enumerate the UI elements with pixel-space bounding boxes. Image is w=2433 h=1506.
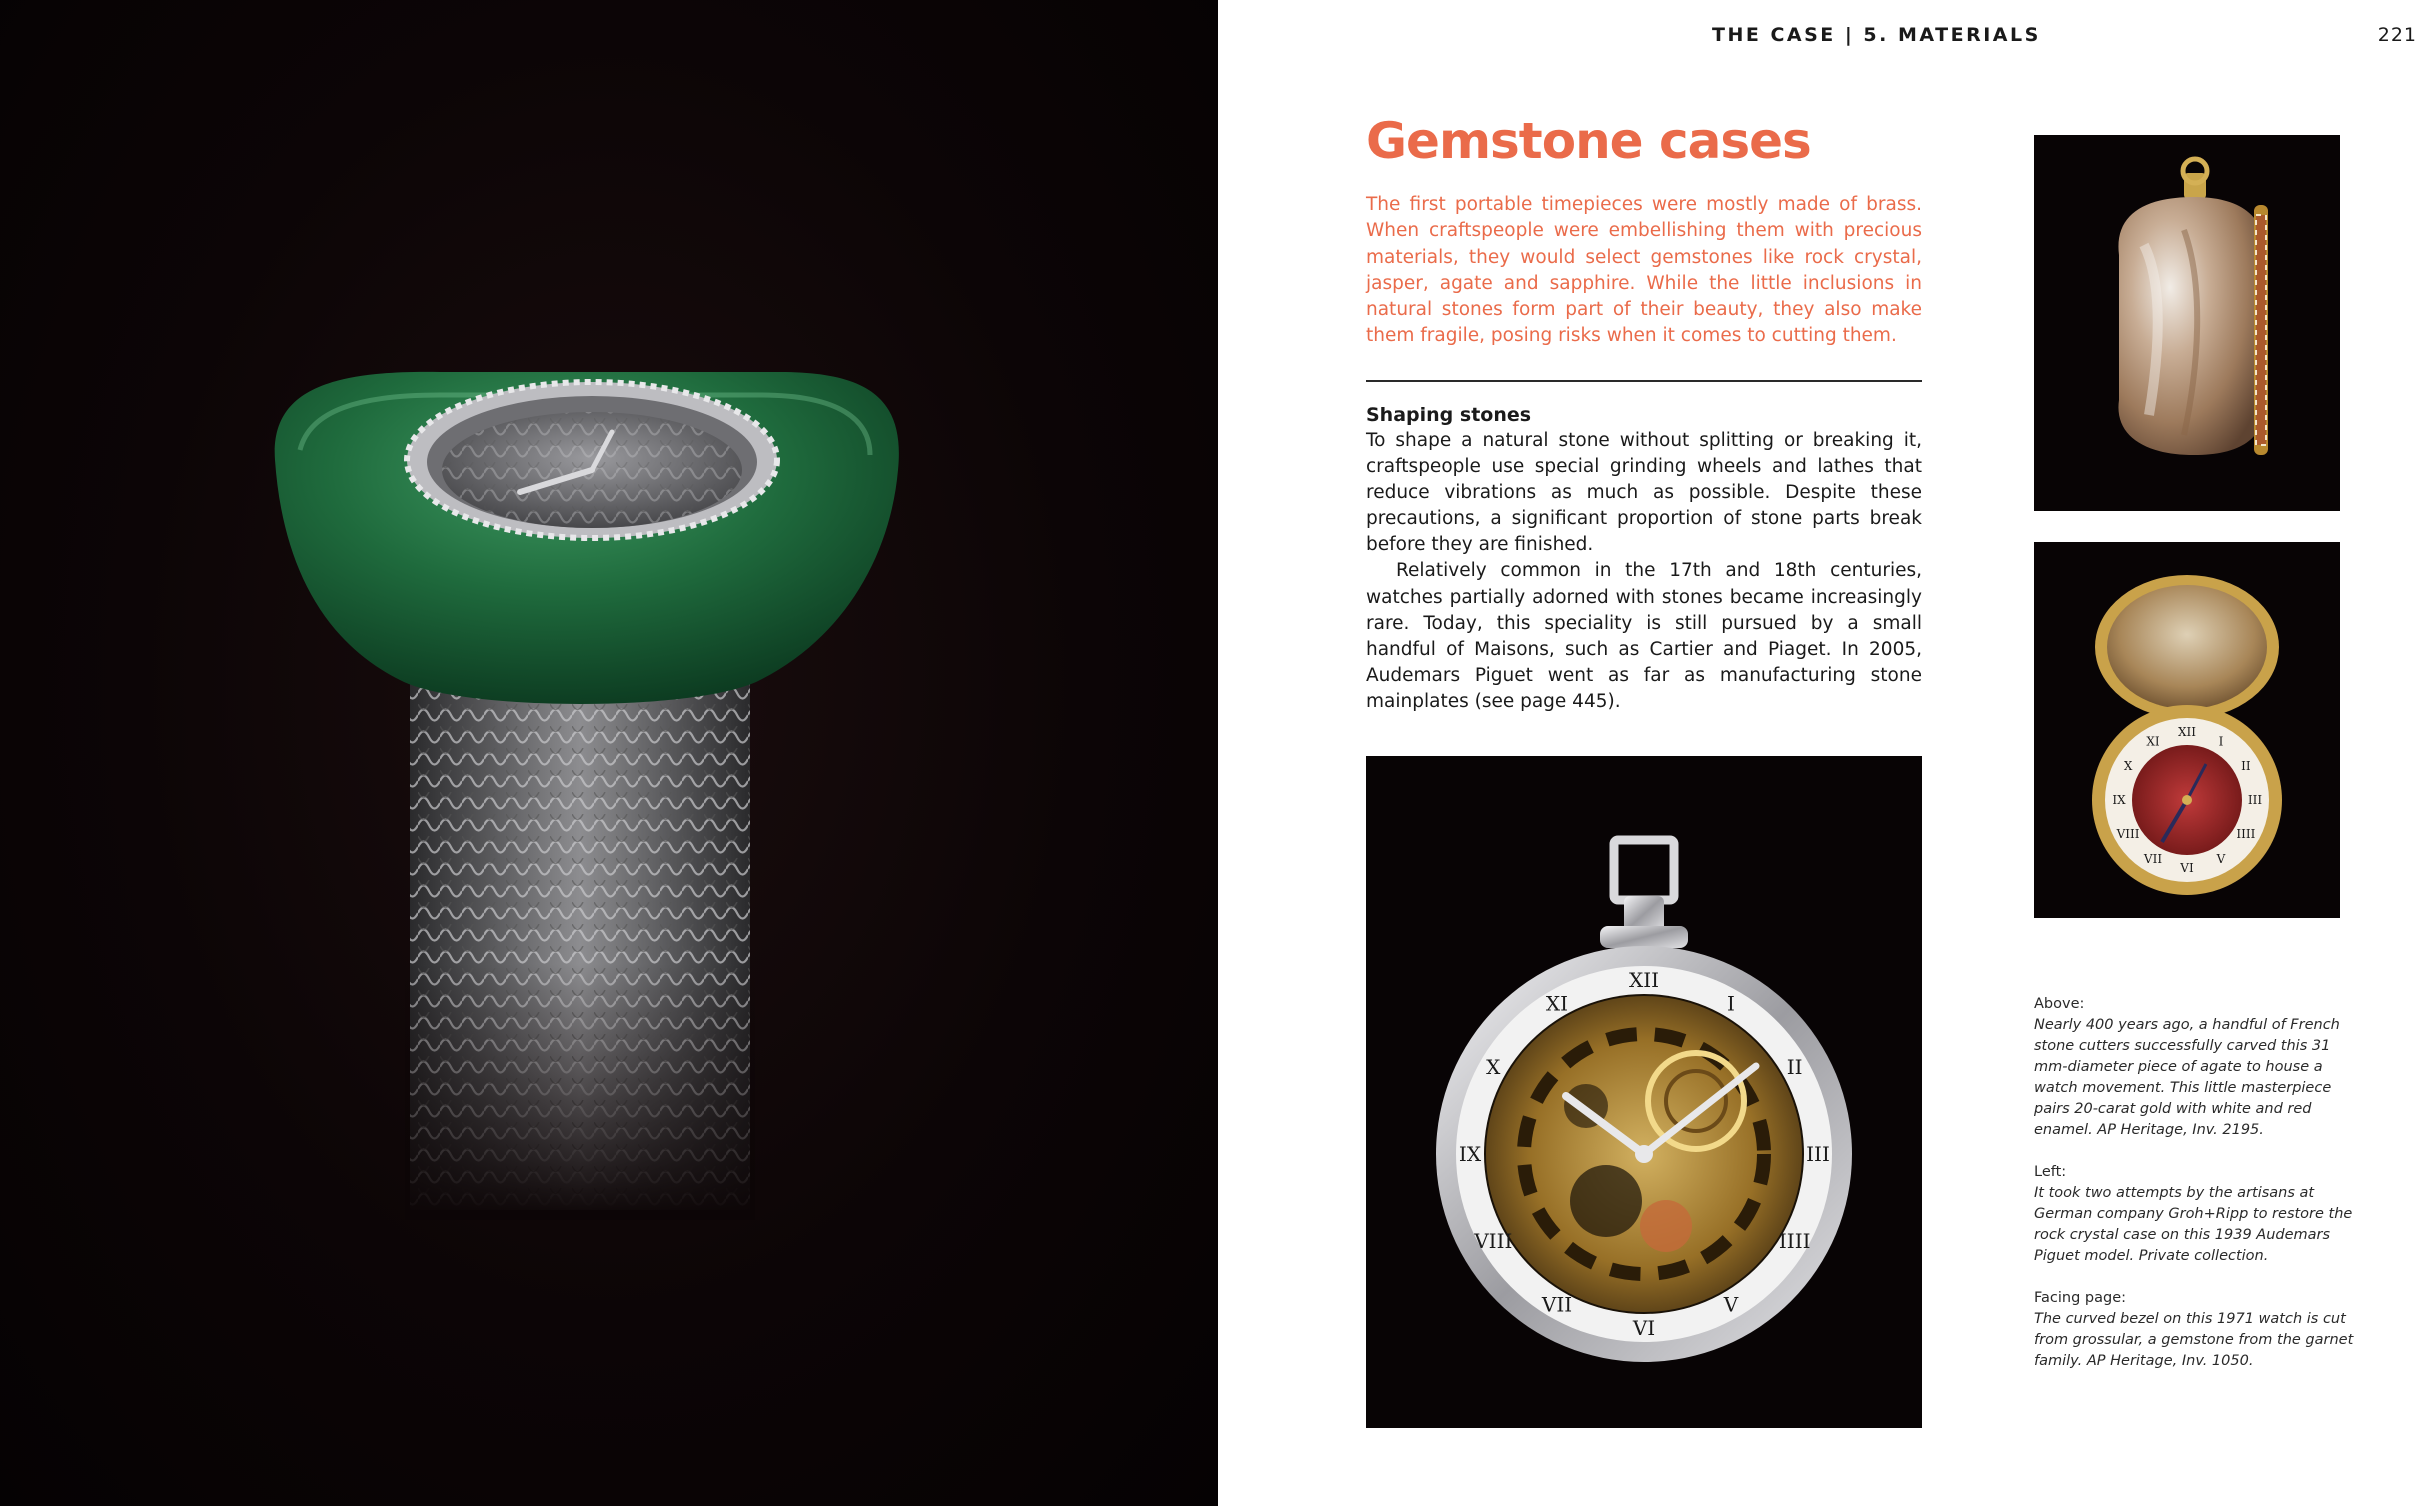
dial-numeral: XII	[1628, 968, 1660, 992]
dial-numeral: IX	[2112, 793, 2126, 808]
dial-numeral: II	[1786, 1055, 1803, 1079]
caption-text: It took two attempts by the artisans at German company Groh+Ripp to restore the rock crystal case on this 1939 Audemars Piguet model. Private collection.	[2034, 1185, 2353, 1264]
body-paragraph: To shape a natural stone without splitting or breaking it, craftspeople use special grinding wheels and lathes that reduce vibrations as much as possible. Despite these precautions, a significant proportion of stone parts break before they are finished.	[1366, 430, 1922, 556]
article-title: Gemstone cases	[1366, 112, 1811, 170]
dial-numeral: X	[1486, 1055, 1501, 1079]
article-intro: The first portable timepieces were mostly made of brass. When craftspeople were embellishing them with precious materials, they would select gemstones like rock crystal, jasper, agate and sapphire. While the little inclusions in natural stones form part of their beauty, they also make them fragile, posing risks when it comes to cutting them.	[1366, 194, 1922, 347]
caption-text: Nearly 400 years ago, a handful of French stone cutters successfully carved this 31 mm-diameter piece of agate to house a watch movement. This little masterpiece pairs 20-carat gold with white and red enamel. AP Heritage, Inv. 2195.	[2034, 1017, 2340, 1138]
caption-heading: Above:	[2034, 996, 2085, 1012]
dial-numeral: IIII	[1778, 1229, 1811, 1253]
dial-numeral: IIII	[2236, 827, 2256, 842]
dial-numeral: V	[1723, 1292, 1739, 1317]
dial-numeral: XI	[1545, 991, 1569, 1016]
agate-watch-open-photo	[2034, 542, 2340, 918]
dial-numeral: III	[1806, 1142, 1830, 1166]
dial-numeral: VI	[2180, 861, 2194, 876]
dial-numeral: I	[2218, 734, 2224, 749]
caption-column	[2034, 994, 2354, 1393]
dial-numeral: V	[2216, 852, 2226, 867]
caption-facing-page	[2034, 1288, 2354, 1372]
dial-numeral: VIII	[1474, 1229, 1513, 1253]
dial-numeral: XII	[2177, 725, 2197, 740]
agate-watch-side-photo	[2034, 135, 2340, 511]
dial-numeral: VIII	[2116, 827, 2140, 842]
caption-text: The curved bezel on this 1971 watch is cut from grossular, a gemstone from the garnet family. AP Heritage, Inv. 1050.	[2034, 1311, 2354, 1369]
dial-numeral: II	[2241, 759, 2251, 774]
caption-heading: Left:	[2034, 1164, 2067, 1180]
dial-numeral: VII	[2143, 852, 2163, 867]
running-header: THE CASE | 5. MATERIALS	[1712, 24, 2041, 46]
caption-above	[2034, 994, 2354, 1141]
dial-numeral: XI	[2146, 734, 2160, 749]
section-divider	[1366, 380, 1922, 382]
dial-numeral: I	[1727, 991, 1735, 1016]
dial-numeral: X	[2123, 759, 2133, 774]
agate-watch-open-illustration	[2034, 542, 2340, 918]
dial-numeral: III	[2247, 793, 2263, 808]
section-subhead: Shaping stones	[1366, 404, 1532, 426]
agate-watch-side-illustration	[2034, 135, 2340, 511]
body-paragraph: Relatively common in the 17th and 18th centuries, watches partially adorned with stones became increasingly rare. Today, this speciality is still pursued by a small handful of Maisons, such as Cartier and Piaget. In 2005, Audemars Piguet went as far as manufacturing stone mainplates (see page 445).	[1366, 560, 1922, 712]
skeleton-pocket-watch-illustration	[1366, 756, 1922, 1428]
dial-numeral: IX	[1458, 1142, 1482, 1166]
page-number: 221	[2377, 24, 2417, 46]
skeleton-pocket-watch-photo	[1366, 756, 1922, 1428]
caption-left	[2034, 1162, 2354, 1267]
dial-numeral: VII	[1541, 1292, 1573, 1317]
caption-heading: Facing page:	[2034, 1290, 2126, 1306]
dial-numeral: VI	[1632, 1316, 1656, 1340]
body-text	[1366, 428, 1922, 715]
